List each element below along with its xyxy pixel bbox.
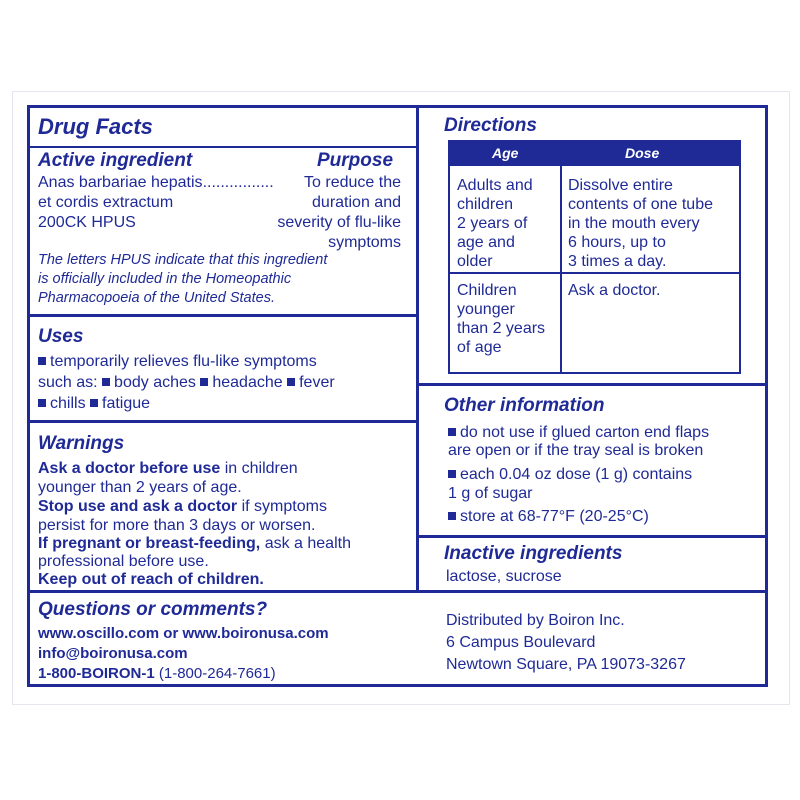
hpus-note-line-3: Pharmacopoeia of the United States. [38, 290, 275, 306]
bullet-icon [90, 399, 98, 407]
ingredient-line-3: 200CK HPUS [38, 214, 136, 231]
drug-facts-title-rule [27, 146, 417, 148]
row1-age-line-2: children [457, 196, 514, 213]
row1-dose-line-1: Dissolve entire [568, 177, 673, 194]
inactive-ingredients-title: Inactive ingredients [444, 543, 623, 564]
website-links[interactable]: www.oscillo.com or www.boironusa.com [38, 625, 329, 642]
row2-age-line-2: younger [457, 301, 515, 318]
divider-facts-uses [27, 314, 417, 317]
divider-other-inactive [416, 535, 768, 538]
warning-stop-line-2: persist for more than 3 days or worsen. [38, 517, 316, 534]
uses-title: Uses [38, 326, 84, 347]
table-column-divider [560, 142, 562, 372]
distributor-line-2: 6 Campus Boulevard [446, 634, 596, 651]
row1-age-line-3: 2 years of [457, 215, 528, 232]
row1-dose-line-3: in the mouth every [568, 215, 700, 232]
ingredient-line-2: et cordis extractum [38, 194, 174, 211]
bullet-icon [102, 378, 110, 386]
purpose-heading: Purpose [317, 150, 394, 171]
drug-facts-title: Drug Facts [38, 114, 153, 139]
table-row-divider [450, 272, 739, 274]
row1-dose-line-2: contents of one tube [568, 196, 713, 213]
other-information-title: Other information [444, 395, 605, 416]
divider-uses-warnings [27, 420, 417, 423]
phone-number: 1-800-BOIRON-1 (1-800-264-7661) [38, 665, 276, 682]
active-ingredient-heading: Active ingredient [38, 150, 193, 171]
bullet-icon [448, 428, 456, 436]
bullet-icon [38, 357, 46, 365]
row2-age-line-4: of age [457, 339, 502, 356]
other-info-item-2-line-1: each 0.04 oz dose (1 g) contains [448, 465, 692, 485]
divider-directions-other [416, 383, 768, 386]
bullet-icon [287, 378, 295, 386]
other-info-item-2-line-2: 1 g of sugar [448, 485, 533, 502]
distributor-line-1: Distributed by Boiron Inc. [446, 612, 625, 629]
row1-age-line-5: older [457, 253, 493, 270]
bullet-icon [448, 470, 456, 478]
bullet-icon [200, 378, 208, 386]
ingredient-line-1: Anas barbariae hepatis................ [38, 174, 274, 191]
purpose-line-2: duration and [312, 194, 401, 211]
other-info-item-1-line-1: do not use if glued carton end flaps [448, 423, 709, 443]
warning-ask-line-1: Ask a doctor before use in children [38, 460, 298, 477]
bullet-icon [448, 512, 456, 520]
row2-age-line-3: than 2 years [457, 320, 546, 337]
center-divider [416, 105, 419, 592]
other-info-item-3: store at 68-77°F (20-25°C) [448, 507, 649, 527]
uses-line-1: temporarily relieves flu-like symptoms [38, 352, 317, 372]
warning-ask-line-2: younger than 2 years of age. [38, 479, 242, 496]
warning-pregnant-line-2: professional before use. [38, 553, 209, 570]
bullet-icon [38, 399, 46, 407]
uses-line-3: chills fatigue [38, 394, 150, 414]
row1-dose-line-5: 3 times a day. [568, 253, 667, 270]
purpose-line-3: severity of flu-like [277, 214, 401, 231]
hpus-note-line-2: is officially included in the Homeopathic [38, 271, 292, 287]
hpus-note-line-1: The letters HPUS indicate that this ingredient [38, 252, 328, 268]
uses-line-2: such as: body aches headache fever [38, 374, 335, 391]
divider-bottom [27, 590, 768, 593]
inactive-ingredients-text: lactose, sucrose [446, 568, 562, 585]
email-link[interactable]: info@boironusa.com [38, 645, 188, 662]
column-dose: Dose [625, 145, 660, 161]
other-info-item-1-line-2: are open or if the tray seal is broken [448, 442, 704, 459]
questions-title: Questions or comments? [38, 599, 268, 620]
purpose-line-1: To reduce the [304, 174, 401, 191]
row1-age-line-1: Adults and [457, 177, 533, 194]
row2-dose-line-1: Ask a doctor. [568, 282, 661, 299]
dosage-table [448, 140, 741, 374]
warning-stop-line-1: Stop use and ask a doctor if symptoms [38, 498, 327, 515]
warning-pregnant-line-1: If pregnant or breast-feeding, ask a health [38, 535, 351, 552]
warning-keep-out: Keep out of reach of children. [38, 571, 264, 588]
column-age: Age [492, 145, 519, 161]
purpose-line-4: symptoms [328, 234, 401, 251]
row2-age-line-1: Children [457, 282, 517, 299]
directions-title: Directions [444, 115, 537, 136]
distributor-line-3: Newtown Square, PA 19073-3267 [446, 656, 686, 673]
row1-age-line-4: age and [457, 234, 515, 251]
row1-dose-line-4: 6 hours, up to [568, 234, 666, 251]
warnings-title: Warnings [38, 433, 125, 454]
